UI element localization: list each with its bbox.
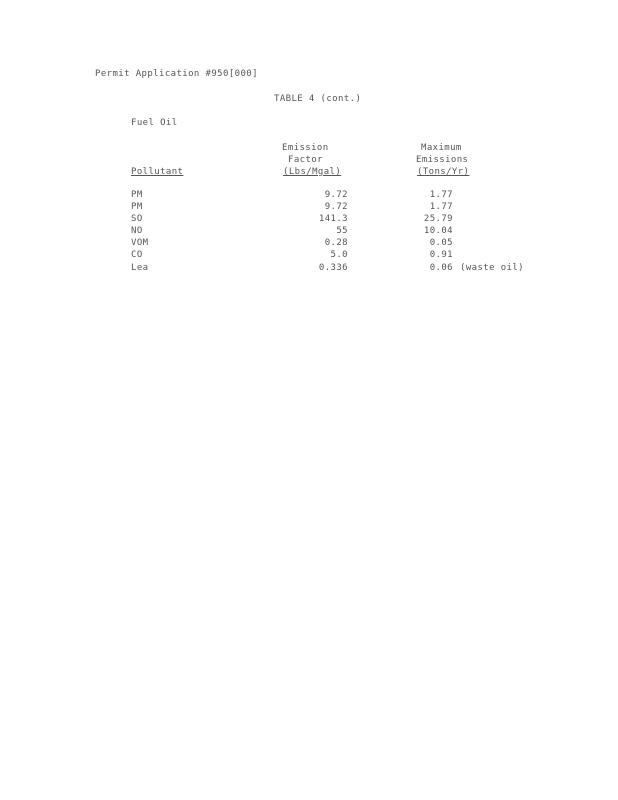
factor-cell: 141.3 (318, 214, 348, 224)
max-emissions-cell: 0.91 (429, 250, 453, 260)
table-row (0, 226, 618, 238)
pollutant-cell: NO (131, 226, 143, 236)
table-row (0, 190, 618, 202)
table-row (0, 214, 618, 226)
note-cell: (waste oil) (460, 263, 525, 273)
factor-header-line2: Factor (288, 155, 323, 165)
pollutant-cell: PM (131, 202, 143, 212)
max-emissions-cell: 0.05 (429, 238, 453, 248)
max-emissions-cell: 1.77 (429, 190, 453, 200)
max-header-line3: (Tons/Yr) (417, 167, 470, 177)
factor-cell: 9.72 (324, 190, 348, 200)
factor-cell: 9.72 (324, 202, 348, 212)
pollutant-cell: Lea (131, 263, 149, 273)
max-emissions-cell: 1.77 (429, 202, 453, 212)
pollutant-cell: SO (131, 214, 143, 224)
permit-header: Permit Application #950[000] (95, 69, 258, 79)
table-row (0, 238, 618, 250)
factor-cell: 0.28 (324, 238, 348, 248)
table-title: TABLE 4 (cont.) (274, 94, 362, 104)
max-emissions-cell: 25.79 (423, 214, 453, 224)
max-header-line2: Emissions (416, 155, 469, 165)
pollutant-cell: VOM (131, 238, 149, 248)
max-emissions-cell: 0.06 (429, 263, 453, 273)
factor-cell: 0.336 (318, 263, 348, 273)
pollutant-header: Pollutant (131, 167, 184, 177)
pollutant-cell: PM (131, 190, 143, 200)
factor-header-line1: Emission (282, 143, 329, 153)
factor-cell: 55 (336, 226, 348, 236)
factor-cell: 5.0 (330, 250, 348, 260)
pollutant-cell: CO (131, 250, 143, 260)
table-row (0, 202, 618, 214)
table-row (0, 250, 618, 262)
max-header-line1: Maximum (421, 143, 462, 153)
max-emissions-cell: 10.04 (423, 226, 453, 236)
section-title: Fuel Oil (131, 118, 178, 128)
table-row (0, 263, 618, 275)
factor-header-line3: (Lbs/Mgal) (283, 167, 342, 177)
